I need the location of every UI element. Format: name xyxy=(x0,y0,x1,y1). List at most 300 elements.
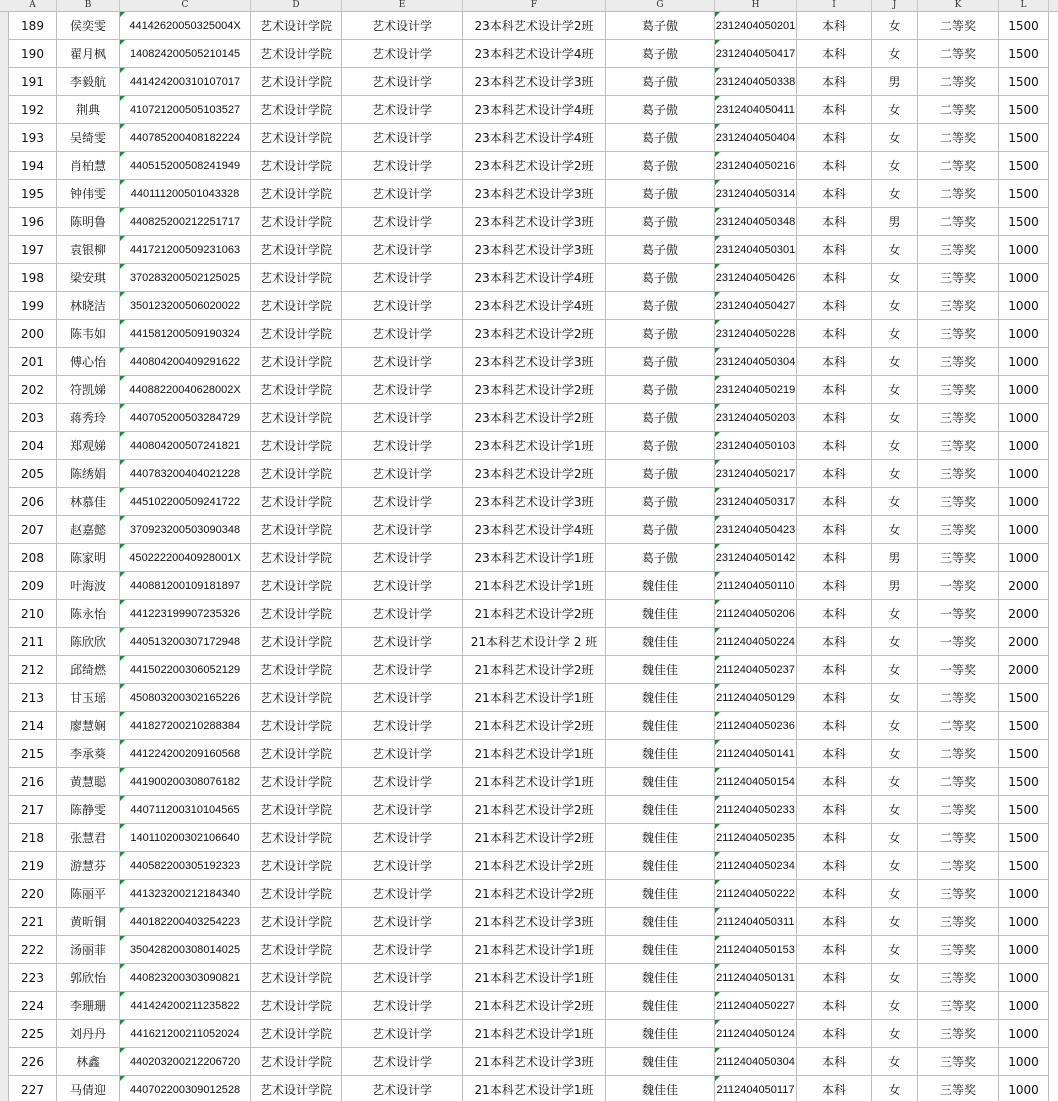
cell-h[interactable]: 2312404050217 xyxy=(715,460,797,488)
cell-e[interactable]: 艺术设计学 xyxy=(342,124,463,152)
cell-e[interactable]: 艺术设计学 xyxy=(342,264,463,292)
cell-c[interactable]: 441424200211235822 xyxy=(120,992,251,1020)
cell-e[interactable]: 艺术设计学 xyxy=(342,796,463,824)
cell-c[interactable]: 441621200211052024 xyxy=(120,1020,251,1048)
cell-i[interactable]: 本科 xyxy=(797,516,872,544)
cell-l[interactable]: 1500 xyxy=(999,12,1049,40)
cell-e[interactable]: 艺术设计学 xyxy=(342,1076,463,1101)
cell-d[interactable]: 艺术设计学院 xyxy=(251,264,342,292)
cell-g[interactable]: 魏佳佳 xyxy=(606,936,715,964)
cell-k[interactable]: 一等奖 xyxy=(918,572,999,600)
cell-k[interactable]: 三等奖 xyxy=(918,460,999,488)
cell-j[interactable]: 女 xyxy=(872,432,918,460)
cell-l[interactable]: 2000 xyxy=(999,572,1049,600)
cell-l[interactable]: 1500 xyxy=(999,40,1049,68)
cell-g[interactable]: 魏佳佳 xyxy=(606,712,715,740)
cell-c[interactable]: 44142620050325004X xyxy=(120,12,251,40)
cell-l[interactable]: 1000 xyxy=(999,460,1049,488)
cell-d[interactable]: 艺术设计学院 xyxy=(251,320,342,348)
cell-i[interactable]: 本科 xyxy=(797,796,872,824)
cell-e[interactable]: 艺术设计学 xyxy=(342,992,463,1020)
cell-j[interactable]: 女 xyxy=(872,236,918,264)
cell-i[interactable]: 本科 xyxy=(797,1048,872,1076)
cell-l[interactable]: 1000 xyxy=(999,292,1049,320)
cell-c[interactable]: 441424200310107017 xyxy=(120,68,251,96)
cell-e[interactable]: 艺术设计学 xyxy=(342,488,463,516)
cell-h[interactable]: 2112404050131 xyxy=(715,964,797,992)
cell-d[interactable]: 艺术设计学院 xyxy=(251,516,342,544)
cell-b[interactable]: 郑观娣 xyxy=(57,432,120,460)
cell-i[interactable]: 本科 xyxy=(797,880,872,908)
cell-f[interactable]: 23本科艺术设计学3班 xyxy=(463,488,606,516)
cell-h[interactable]: 2312404050314 xyxy=(715,180,797,208)
cell-d[interactable]: 艺术设计学院 xyxy=(251,404,342,432)
cell-k[interactable]: 三等奖 xyxy=(918,292,999,320)
cell-b[interactable]: 游慧芬 xyxy=(57,852,120,880)
cell-g[interactable]: 葛子傲 xyxy=(606,432,715,460)
cell-h[interactable]: 2112404050154 xyxy=(715,768,797,796)
cell-a[interactable]: 211 xyxy=(9,628,57,656)
cell-i[interactable]: 本科 xyxy=(797,992,872,1020)
cell-d[interactable]: 艺术设计学院 xyxy=(251,712,342,740)
cell-g[interactable]: 葛子傲 xyxy=(606,348,715,376)
cell-e[interactable]: 艺术设计学 xyxy=(342,908,463,936)
cell-e[interactable]: 艺术设计学 xyxy=(342,880,463,908)
cell-h[interactable]: 2112404050233 xyxy=(715,796,797,824)
cell-k[interactable]: 二等奖 xyxy=(918,40,999,68)
cell-l[interactable]: 1500 xyxy=(999,712,1049,740)
cell-k[interactable]: 三等奖 xyxy=(918,404,999,432)
cell-d[interactable]: 艺术设计学院 xyxy=(251,628,342,656)
cell-e[interactable]: 艺术设计学 xyxy=(342,712,463,740)
cell-l[interactable]: 1500 xyxy=(999,684,1049,712)
cell-b[interactable]: 黄昕铜 xyxy=(57,908,120,936)
cell-l[interactable]: 2000 xyxy=(999,656,1049,684)
cell-l[interactable]: 1500 xyxy=(999,208,1049,236)
cell-j[interactable]: 女 xyxy=(872,264,918,292)
cell-f[interactable]: 21本科艺术设计学1班 xyxy=(463,768,606,796)
cell-k[interactable]: 二等奖 xyxy=(918,96,999,124)
cell-a[interactable]: 212 xyxy=(9,656,57,684)
cell-c[interactable]: 44088220040628002X xyxy=(120,376,251,404)
cell-f[interactable]: 23本科艺术设计学3班 xyxy=(463,68,606,96)
cell-d[interactable]: 艺术设计学院 xyxy=(251,544,342,572)
cell-b[interactable]: 肖柏慧 xyxy=(57,152,120,180)
cell-b[interactable]: 钟伟雯 xyxy=(57,180,120,208)
cell-j[interactable]: 女 xyxy=(872,348,918,376)
cell-b[interactable]: 廖慧娴 xyxy=(57,712,120,740)
cell-h[interactable]: 2112404050129 xyxy=(715,684,797,712)
cell-c[interactable]: 441581200509190324 xyxy=(120,320,251,348)
cell-j[interactable]: 女 xyxy=(872,1020,918,1048)
cell-i[interactable]: 本科 xyxy=(797,628,872,656)
cell-k[interactable]: 二等奖 xyxy=(918,796,999,824)
cell-c[interactable]: 140824200505210145 xyxy=(120,40,251,68)
cell-l[interactable]: 1000 xyxy=(999,1076,1049,1101)
cell-f[interactable]: 21本科艺术设计学2班 xyxy=(463,824,606,852)
cell-c[interactable]: 440582200305192323 xyxy=(120,852,251,880)
cell-l[interactable]: 1000 xyxy=(999,488,1049,516)
cell-j[interactable]: 女 xyxy=(872,460,918,488)
cell-a[interactable]: 203 xyxy=(9,404,57,432)
cell-k[interactable]: 二等奖 xyxy=(918,684,999,712)
cell-j[interactable]: 女 xyxy=(872,880,918,908)
cell-g[interactable]: 魏佳佳 xyxy=(606,1048,715,1076)
cell-f[interactable]: 23本科艺术设计学4班 xyxy=(463,40,606,68)
cell-f[interactable]: 21本科艺术设计学1班 xyxy=(463,964,606,992)
column-header-e[interactable]: E xyxy=(342,0,463,11)
cell-a[interactable]: 202 xyxy=(9,376,57,404)
cell-g[interactable]: 葛子傲 xyxy=(606,12,715,40)
cell-g[interactable]: 葛子傲 xyxy=(606,152,715,180)
cell-k[interactable]: 三等奖 xyxy=(918,376,999,404)
cell-g[interactable]: 魏佳佳 xyxy=(606,1076,715,1101)
cell-l[interactable]: 1000 xyxy=(999,908,1049,936)
cell-f[interactable]: 23本科艺术设计学4班 xyxy=(463,124,606,152)
cell-j[interactable]: 女 xyxy=(872,684,918,712)
cell-f[interactable]: 21本科艺术设计学2班 xyxy=(463,880,606,908)
cell-h[interactable]: 2112404050227 xyxy=(715,992,797,1020)
cell-a[interactable]: 200 xyxy=(9,320,57,348)
cell-d[interactable]: 艺术设计学院 xyxy=(251,124,342,152)
cell-a[interactable]: 195 xyxy=(9,180,57,208)
cell-c[interactable]: 440702200309012528 xyxy=(120,1076,251,1101)
cell-a[interactable]: 198 xyxy=(9,264,57,292)
cell-b[interactable]: 李承葵 xyxy=(57,740,120,768)
cell-d[interactable]: 艺术设计学院 xyxy=(251,460,342,488)
cell-k[interactable]: 三等奖 xyxy=(918,544,999,572)
cell-e[interactable]: 艺术设计学 xyxy=(342,320,463,348)
cell-j[interactable]: 男 xyxy=(872,208,918,236)
cell-j[interactable]: 女 xyxy=(872,152,918,180)
cell-g[interactable]: 魏佳佳 xyxy=(606,824,715,852)
cell-a[interactable]: 207 xyxy=(9,516,57,544)
cell-c[interactable]: 440881200109181897 xyxy=(120,572,251,600)
cell-j[interactable]: 女 xyxy=(872,488,918,516)
cell-j[interactable]: 男 xyxy=(872,544,918,572)
cell-c[interactable]: 440705200503284729 xyxy=(120,404,251,432)
cell-c[interactable]: 440513200307172948 xyxy=(120,628,251,656)
cell-l[interactable]: 1500 xyxy=(999,68,1049,96)
cell-h[interactable]: 2312404050423 xyxy=(715,516,797,544)
cell-l[interactable]: 1500 xyxy=(999,96,1049,124)
cell-i[interactable]: 本科 xyxy=(797,68,872,96)
cell-b[interactable]: 张慧君 xyxy=(57,824,120,852)
cell-i[interactable]: 本科 xyxy=(797,292,872,320)
cell-g[interactable]: 葛子傲 xyxy=(606,180,715,208)
cell-i[interactable]: 本科 xyxy=(797,124,872,152)
cell-d[interactable]: 艺术设计学院 xyxy=(251,992,342,1020)
cell-e[interactable]: 艺术设计学 xyxy=(342,152,463,180)
cell-d[interactable]: 艺术设计学院 xyxy=(251,68,342,96)
cell-a[interactable]: 213 xyxy=(9,684,57,712)
cell-g[interactable]: 魏佳佳 xyxy=(606,600,715,628)
cell-f[interactable]: 23本科艺术设计学3班 xyxy=(463,236,606,264)
cell-e[interactable]: 艺术设计学 xyxy=(342,236,463,264)
cell-a[interactable]: 220 xyxy=(9,880,57,908)
cell-k[interactable]: 二等奖 xyxy=(918,68,999,96)
cell-g[interactable]: 魏佳佳 xyxy=(606,684,715,712)
cell-g[interactable]: 葛子傲 xyxy=(606,96,715,124)
cell-e[interactable]: 艺术设计学 xyxy=(342,12,463,40)
cell-f[interactable]: 21本科艺术设计学2班 xyxy=(463,656,606,684)
cell-b[interactable]: 邱绮燃 xyxy=(57,656,120,684)
cell-f[interactable]: 21本科艺术设计学2班 xyxy=(463,712,606,740)
cell-e[interactable]: 艺术设计学 xyxy=(342,628,463,656)
cell-e[interactable]: 艺术设计学 xyxy=(342,600,463,628)
cell-c[interactable]: 441721200509231063 xyxy=(120,236,251,264)
cell-e[interactable]: 艺术设计学 xyxy=(342,936,463,964)
cell-a[interactable]: 217 xyxy=(9,796,57,824)
cell-k[interactable]: 三等奖 xyxy=(918,908,999,936)
cell-a[interactable]: 205 xyxy=(9,460,57,488)
cell-c[interactable]: 440783200404021228 xyxy=(120,460,251,488)
cell-k[interactable]: 三等奖 xyxy=(918,936,999,964)
cell-f[interactable]: 21本科艺术设计学1班 xyxy=(463,572,606,600)
cell-f[interactable]: 21本科艺术设计学1班 xyxy=(463,740,606,768)
cell-f[interactable]: 23本科艺术设计学1班 xyxy=(463,432,606,460)
cell-a[interactable]: 190 xyxy=(9,40,57,68)
cell-c[interactable]: 441827200210288384 xyxy=(120,712,251,740)
cell-i[interactable]: 本科 xyxy=(797,600,872,628)
cell-d[interactable]: 艺术设计学院 xyxy=(251,432,342,460)
cell-k[interactable]: 二等奖 xyxy=(918,12,999,40)
cell-d[interactable]: 艺术设计学院 xyxy=(251,208,342,236)
cell-f[interactable]: 23本科艺术设计学2班 xyxy=(463,376,606,404)
cell-k[interactable]: 三等奖 xyxy=(918,264,999,292)
cell-c[interactable]: 350428200308014025 xyxy=(120,936,251,964)
cell-l[interactable]: 2000 xyxy=(999,600,1049,628)
cell-d[interactable]: 艺术设计学院 xyxy=(251,236,342,264)
cell-b[interactable]: 林慕佳 xyxy=(57,488,120,516)
cell-c[interactable]: 450803200302165226 xyxy=(120,684,251,712)
cell-c[interactable]: 440804200409291622 xyxy=(120,348,251,376)
cell-c[interactable]: 440823200303090821 xyxy=(120,964,251,992)
cell-h[interactable]: 2112404050124 xyxy=(715,1020,797,1048)
cell-j[interactable]: 女 xyxy=(872,180,918,208)
cell-d[interactable]: 艺术设计学院 xyxy=(251,1076,342,1101)
cell-c[interactable]: 440182200403254223 xyxy=(120,908,251,936)
cell-j[interactable]: 男 xyxy=(872,68,918,96)
cell-l[interactable]: 1000 xyxy=(999,936,1049,964)
cell-a[interactable]: 193 xyxy=(9,124,57,152)
cell-g[interactable]: 葛子傲 xyxy=(606,516,715,544)
cell-g[interactable]: 葛子傲 xyxy=(606,68,715,96)
column-header-j[interactable]: J xyxy=(872,0,918,11)
cell-k[interactable]: 二等奖 xyxy=(918,712,999,740)
cell-l[interactable]: 1000 xyxy=(999,432,1049,460)
cell-i[interactable]: 本科 xyxy=(797,236,872,264)
cell-l[interactable]: 1000 xyxy=(999,964,1049,992)
cell-d[interactable]: 艺术设计学院 xyxy=(251,908,342,936)
column-header-d[interactable]: D xyxy=(251,0,342,11)
cell-f[interactable]: 23本科艺术设计学4班 xyxy=(463,264,606,292)
cell-j[interactable]: 女 xyxy=(872,516,918,544)
cell-e[interactable]: 艺术设计学 xyxy=(342,572,463,600)
cell-i[interactable]: 本科 xyxy=(797,656,872,684)
cell-l[interactable]: 1500 xyxy=(999,124,1049,152)
cell-b[interactable]: 陈静雯 xyxy=(57,796,120,824)
cell-g[interactable]: 葛子傲 xyxy=(606,208,715,236)
cell-k[interactable]: 三等奖 xyxy=(918,320,999,348)
cell-h[interactable]: 2312404050142 xyxy=(715,544,797,572)
cell-c[interactable]: 370283200502125025 xyxy=(120,264,251,292)
cell-k[interactable]: 三等奖 xyxy=(918,488,999,516)
cell-f[interactable]: 23本科艺术设计学3班 xyxy=(463,348,606,376)
column-header-b[interactable]: B xyxy=(57,0,120,11)
cell-i[interactable]: 本科 xyxy=(797,264,872,292)
cell-j[interactable]: 女 xyxy=(872,796,918,824)
cell-k[interactable]: 一等奖 xyxy=(918,656,999,684)
cell-g[interactable]: 葛子傲 xyxy=(606,124,715,152)
cell-e[interactable]: 艺术设计学 xyxy=(342,208,463,236)
cell-k[interactable]: 二等奖 xyxy=(918,152,999,180)
cell-i[interactable]: 本科 xyxy=(797,1076,872,1101)
cell-d[interactable]: 艺术设计学院 xyxy=(251,684,342,712)
cell-d[interactable]: 艺术设计学院 xyxy=(251,1020,342,1048)
cell-g[interactable]: 魏佳佳 xyxy=(606,1020,715,1048)
cell-j[interactable]: 女 xyxy=(872,740,918,768)
cell-e[interactable]: 艺术设计学 xyxy=(342,740,463,768)
cell-g[interactable]: 葛子傲 xyxy=(606,404,715,432)
cell-h[interactable]: 2312404050301 xyxy=(715,236,797,264)
cell-j[interactable]: 女 xyxy=(872,124,918,152)
cell-j[interactable]: 女 xyxy=(872,376,918,404)
cell-b[interactable]: 郭欣怡 xyxy=(57,964,120,992)
cell-g[interactable]: 葛子傲 xyxy=(606,40,715,68)
cell-d[interactable]: 艺术设计学院 xyxy=(251,600,342,628)
cell-c[interactable]: 441224200209160568 xyxy=(120,740,251,768)
cell-i[interactable]: 本科 xyxy=(797,824,872,852)
cell-i[interactable]: 本科 xyxy=(797,12,872,40)
cell-h[interactable]: 2312404050216 xyxy=(715,152,797,180)
cell-h[interactable]: 2112404050141 xyxy=(715,740,797,768)
cell-g[interactable]: 葛子傲 xyxy=(606,460,715,488)
cell-a[interactable]: 192 xyxy=(9,96,57,124)
cell-j[interactable]: 女 xyxy=(872,964,918,992)
cell-a[interactable]: 226 xyxy=(9,1048,57,1076)
cell-b[interactable]: 蒋秀玲 xyxy=(57,404,120,432)
cell-d[interactable]: 艺术设计学院 xyxy=(251,152,342,180)
cell-g[interactable]: 魏佳佳 xyxy=(606,628,715,656)
cell-g[interactable]: 葛子傲 xyxy=(606,320,715,348)
cell-j[interactable]: 女 xyxy=(872,320,918,348)
cell-a[interactable]: 214 xyxy=(9,712,57,740)
cell-h[interactable]: 2312404050426 xyxy=(715,264,797,292)
cell-k[interactable]: 二等奖 xyxy=(918,740,999,768)
cell-h[interactable]: 2312404050348 xyxy=(715,208,797,236)
cell-b[interactable]: 汤丽菲 xyxy=(57,936,120,964)
cell-j[interactable]: 女 xyxy=(872,1076,918,1101)
cell-a[interactable]: 189 xyxy=(9,12,57,40)
cell-b[interactable]: 傅心怡 xyxy=(57,348,120,376)
cell-l[interactable]: 1500 xyxy=(999,152,1049,180)
cell-i[interactable]: 本科 xyxy=(797,488,872,516)
cell-h[interactable]: 2312404050427 xyxy=(715,292,797,320)
cell-g[interactable]: 魏佳佳 xyxy=(606,964,715,992)
cell-l[interactable]: 1500 xyxy=(999,796,1049,824)
cell-l[interactable]: 1000 xyxy=(999,264,1049,292)
cell-b[interactable]: 黄慧聪 xyxy=(57,768,120,796)
cell-b[interactable]: 陈欣欣 xyxy=(57,628,120,656)
cell-c[interactable]: 140110200302106640 xyxy=(120,824,251,852)
cell-j[interactable]: 女 xyxy=(872,1048,918,1076)
cell-d[interactable]: 艺术设计学院 xyxy=(251,796,342,824)
cell-k[interactable]: 二等奖 xyxy=(918,180,999,208)
cell-g[interactable]: 葛子傲 xyxy=(606,376,715,404)
cell-e[interactable]: 艺术设计学 xyxy=(342,432,463,460)
cell-h[interactable]: 2112404050304 xyxy=(715,1048,797,1076)
cell-k[interactable]: 三等奖 xyxy=(918,1076,999,1101)
cell-f[interactable]: 21本科艺术设计学3班 xyxy=(463,908,606,936)
cell-i[interactable]: 本科 xyxy=(797,320,872,348)
cell-d[interactable]: 艺术设计学院 xyxy=(251,768,342,796)
cell-f[interactable]: 21本科艺术设计学2班 xyxy=(463,600,606,628)
cell-d[interactable]: 艺术设计学院 xyxy=(251,964,342,992)
cell-b[interactable]: 侯奕雯 xyxy=(57,12,120,40)
cell-b[interactable]: 符凯娣 xyxy=(57,376,120,404)
cell-l[interactable]: 1000 xyxy=(999,516,1049,544)
cell-j[interactable]: 女 xyxy=(872,992,918,1020)
cell-k[interactable]: 二等奖 xyxy=(918,124,999,152)
cell-f[interactable]: 21本科艺术设计学 2 班 xyxy=(463,628,606,656)
cell-h[interactable]: 2112404050117 xyxy=(715,1076,797,1101)
column-header-a[interactable]: A xyxy=(9,0,57,11)
cell-a[interactable]: 196 xyxy=(9,208,57,236)
cell-d[interactable]: 艺术设计学院 xyxy=(251,40,342,68)
cell-e[interactable]: 艺术设计学 xyxy=(342,68,463,96)
cell-e[interactable]: 艺术设计学 xyxy=(342,656,463,684)
cell-f[interactable]: 21本科艺术设计学2班 xyxy=(463,796,606,824)
column-header-h[interactable]: H xyxy=(715,0,797,11)
cell-j[interactable]: 女 xyxy=(872,600,918,628)
cell-k[interactable]: 二等奖 xyxy=(918,208,999,236)
cell-a[interactable]: 204 xyxy=(9,432,57,460)
cell-b[interactable]: 叶海波 xyxy=(57,572,120,600)
cell-l[interactable]: 1000 xyxy=(999,236,1049,264)
cell-b[interactable]: 马倩迎 xyxy=(57,1076,120,1101)
cell-c[interactable]: 410721200505103527 xyxy=(120,96,251,124)
cell-a[interactable]: 209 xyxy=(9,572,57,600)
cell-g[interactable]: 魏佳佳 xyxy=(606,656,715,684)
cell-i[interactable]: 本科 xyxy=(797,852,872,880)
cell-l[interactable]: 1500 xyxy=(999,824,1049,852)
cell-h[interactable]: 2112404050311 xyxy=(715,908,797,936)
cell-h[interactable]: 2112404050235 xyxy=(715,824,797,852)
cell-k[interactable]: 三等奖 xyxy=(918,992,999,1020)
cell-l[interactable]: 1000 xyxy=(999,404,1049,432)
cell-d[interactable]: 艺术设计学院 xyxy=(251,348,342,376)
cell-f[interactable]: 21本科艺术设计学1班 xyxy=(463,936,606,964)
cell-a[interactable]: 201 xyxy=(9,348,57,376)
cell-i[interactable]: 本科 xyxy=(797,964,872,992)
cell-l[interactable]: 1000 xyxy=(999,1048,1049,1076)
cell-e[interactable]: 艺术设计学 xyxy=(342,96,463,124)
cell-b[interactable]: 赵嘉懿 xyxy=(57,516,120,544)
cell-c[interactable]: 440804200507241821 xyxy=(120,432,251,460)
cell-h[interactable]: 2312404050317 xyxy=(715,488,797,516)
cell-i[interactable]: 本科 xyxy=(797,572,872,600)
cell-i[interactable]: 本科 xyxy=(797,348,872,376)
cell-b[interactable]: 陈丽平 xyxy=(57,880,120,908)
cell-h[interactable]: 2312404050201 xyxy=(715,12,797,40)
cell-l[interactable]: 1000 xyxy=(999,880,1049,908)
cell-d[interactable]: 艺术设计学院 xyxy=(251,740,342,768)
cell-f[interactable]: 23本科艺术设计学2班 xyxy=(463,460,606,488)
cell-d[interactable]: 艺术设计学院 xyxy=(251,852,342,880)
cell-i[interactable]: 本科 xyxy=(797,376,872,404)
cell-c[interactable]: 440203200212206720 xyxy=(120,1048,251,1076)
